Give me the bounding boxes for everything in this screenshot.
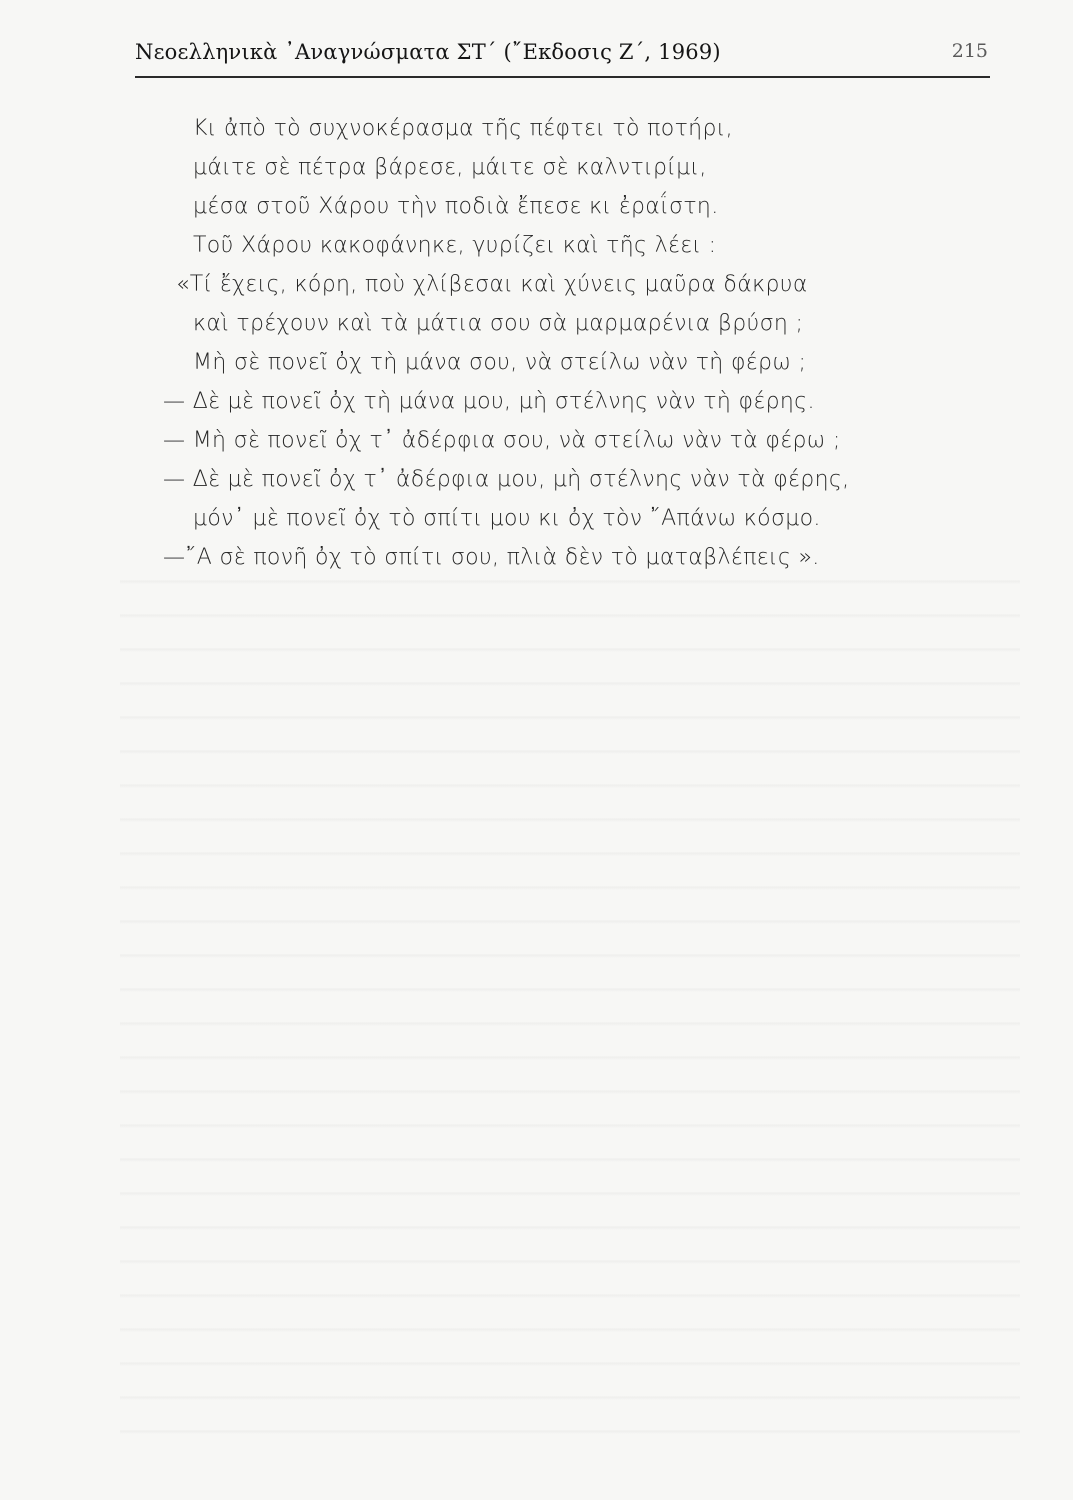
verse-line-5: «Τί ἔχεις, κόρη, ποὺ χλίβεσαι καὶ χύνεις μαῦρα δάκρυα [176, 272, 808, 297]
header-title: Νεοελληνικὰ ᾿Αναγνώσματα ΣΤ΄ (῎Εκδοσις Ζ΄, 1969) [135, 40, 721, 64]
verse-line-12: —῎Α σὲ πονῆ ὀχ τὸ σπίτι σου, πλιὰ δὲν τὸ ματαβλέπεις ». [163, 545, 820, 570]
verse-line-8: — Δὲ μὲ πονεῖ ὀχ τὴ μάνα μου, μὴ στέλνης νὰν τὴ φέρης. [163, 389, 815, 414]
verse-line-7: Μὴ σὲ πονεῖ ὀχ τὴ μάνα σου, νὰ στείλω νὰν τὴ φέρω ; [193, 350, 807, 375]
verse-line-11: μόν᾿ μὲ πονεῖ ὀχ τὸ σπίτι μου κι ὀχ τὸν ῎Απάνω κόσμο. [193, 506, 821, 531]
verse-line-1: Κι ἀπὸ τὸ συχνοκέρασμα τῆς πέφτει τὸ ποτήρι, [193, 116, 733, 141]
verse-line-10: — Δὲ μὲ πονεῖ ὀχ τ᾿ ἀδέρφια μου, μὴ στέλνης νὰν τὰ φέρης, [163, 467, 850, 492]
verse-line-3: μέσα στοῦ Χάρου τὴν ποδιὰ ἔπεσε κι ἐραΐστη. [193, 194, 719, 219]
verse-line-9: — Μὴ σὲ πονεῖ ὀχ τ᾿ ἀδέρφια σου, νὰ στείλω νὰν τὰ φέρω ; [163, 428, 841, 453]
verse-line-4: Τοῦ Χάρου κακοφάνηκε, γυρίζει καὶ τῆς λέει : [193, 233, 717, 258]
page-number: 215 [951, 40, 988, 62]
verse-line-6: καὶ τρέχουν καὶ τὰ μάτια σου σὰ μαρμαρένια βρύση ; [193, 311, 804, 336]
verse-line-2: μάιτε σὲ πέτρα βάρεσε, μάιτε σὲ καλντιρίμι, [193, 155, 707, 180]
